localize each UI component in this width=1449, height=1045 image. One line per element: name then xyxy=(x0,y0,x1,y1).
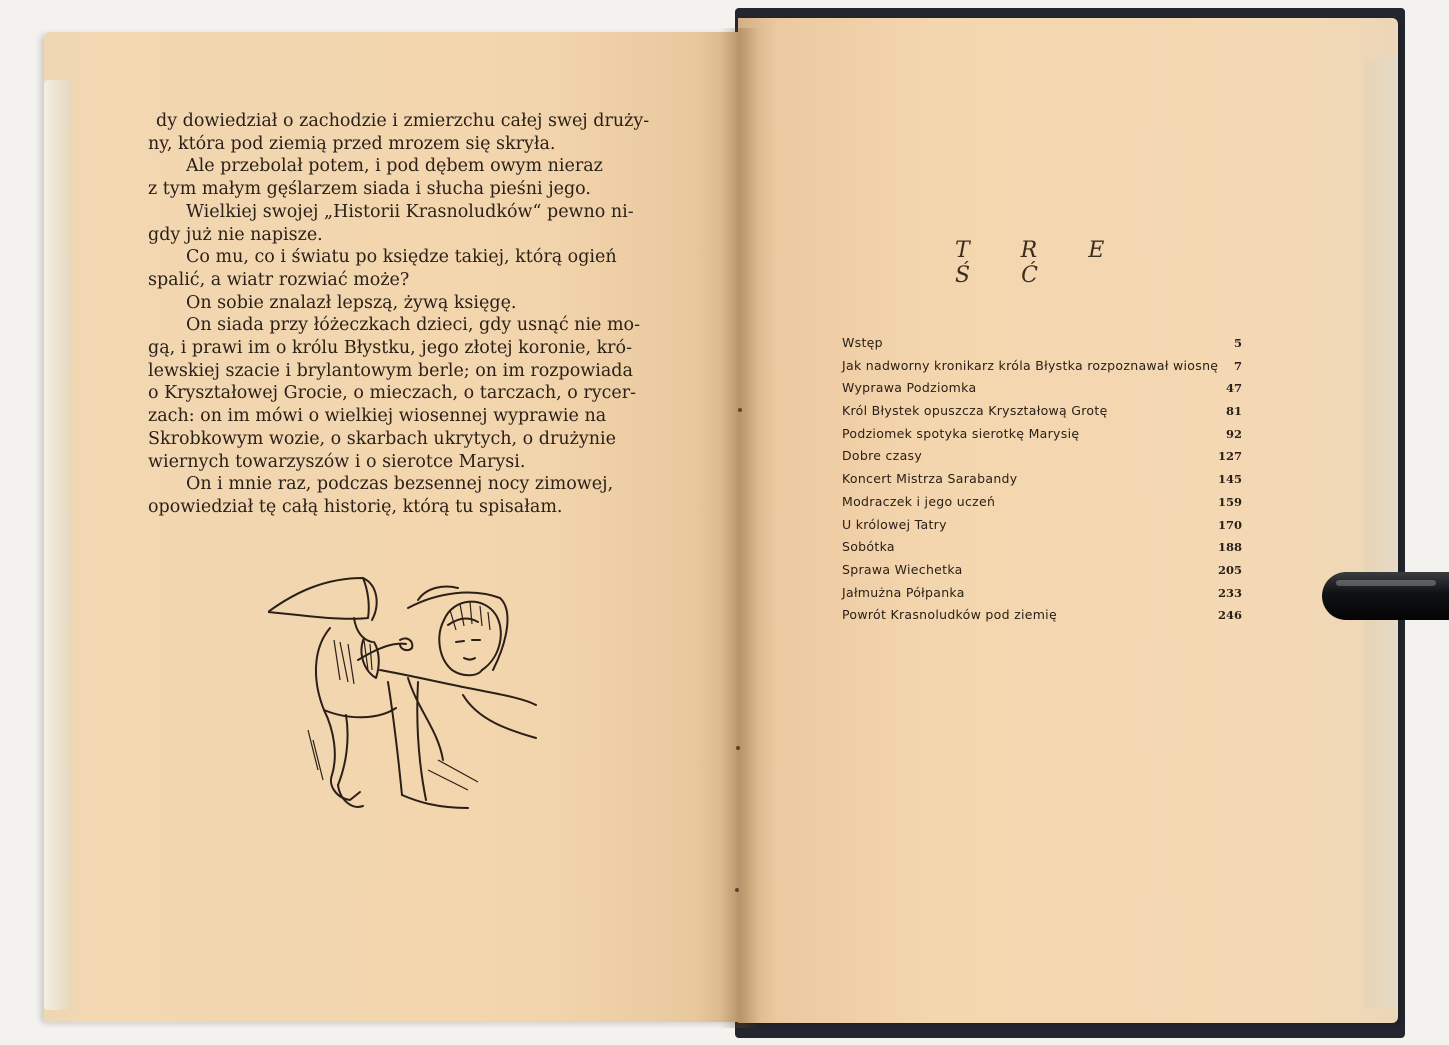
toc-entry-title: Dobre czasy xyxy=(842,448,923,464)
text-line: Ale przebolał potem, i pod dębem owym nieraz xyxy=(186,156,603,177)
binding-stitch xyxy=(735,888,739,892)
toc-entry-title: Modraczek i jego uczeń xyxy=(842,493,996,509)
toc-entry xyxy=(842,355,1242,378)
toc-entry-page: 127 xyxy=(1217,449,1242,464)
text-line: ny, która pod ziemią przed mrozem się skryła. xyxy=(148,133,556,154)
text-line: opowiedział tę całą historię, którą tu spisałam. xyxy=(148,496,563,517)
toc-entry xyxy=(842,559,1242,582)
text-line: dy dowiedział o zachodzie i zmierzchu całej swej druży- xyxy=(156,111,650,131)
toc-entry-title: Koncert Mistrza Sarabandy xyxy=(842,471,1018,487)
spine-shadow xyxy=(720,28,760,1028)
table-of-contents xyxy=(842,332,1242,627)
toc-entry-page: 233 xyxy=(1217,585,1242,600)
toc-entry-title: Podziomek spotyka sierotkę Marysię xyxy=(842,425,1080,441)
toc-entry xyxy=(842,332,1242,355)
toc-entry-title: Sprawa Wiechetka xyxy=(842,561,963,577)
toc-entry xyxy=(842,377,1242,400)
left-page-edge xyxy=(44,80,72,1010)
toc-entry-title: Jałmużna Półpanka xyxy=(842,584,965,600)
text-line: z tym małym gęślarzem siada i słucha pieśni jego. xyxy=(148,179,591,200)
toc-entry-page: 47 xyxy=(1225,381,1242,396)
toc-heading: T R E Ś Ć xyxy=(955,238,1127,288)
toc-entry xyxy=(842,400,1242,423)
toc-entry-page: 205 xyxy=(1217,562,1242,577)
toc-entry xyxy=(842,445,1242,468)
toc-entry-title: U królowej Tatry xyxy=(842,516,947,532)
toc-entry xyxy=(842,536,1242,559)
toc-entry-page: 170 xyxy=(1217,517,1242,532)
text-line: Co mu, co i światu po księdze takiej, którą ogień xyxy=(186,247,617,268)
toc-entry-page: 7 xyxy=(1233,358,1242,373)
text-line: lewskiej szacie i brylantowym berle; on im rozpowiada xyxy=(148,360,633,381)
text-line: spalić, a wiatr rozwiać może? xyxy=(148,269,410,290)
toc-entry-title: Wstęp xyxy=(842,335,883,350)
text-line: On sobie znalazł lepszą, żywą księgę. xyxy=(186,292,517,313)
toc-entry-title: Król Błystek opuszcza Kryształową Grotę xyxy=(842,403,1108,419)
text-line: On i mnie raz, podczas bezsennej nocy zimowej, xyxy=(186,474,614,495)
text-line: o Kryształowej Grocie, o mieczach, o tarczach, o rycer- xyxy=(148,383,637,404)
toc-entry-page: 145 xyxy=(1217,472,1242,487)
toc-entry xyxy=(842,468,1242,491)
toc-entry xyxy=(842,604,1242,627)
toc-entry-page: 5 xyxy=(1233,336,1242,350)
toc-entry-title: Sobótka xyxy=(842,539,895,555)
toc-entry-page: 188 xyxy=(1217,540,1242,555)
pen-highlight xyxy=(1336,580,1436,586)
binding-stitch xyxy=(736,746,740,750)
toc-entry xyxy=(842,582,1242,605)
text-line: zach: on im mówi o wielkiej wiosennej wyprawie na xyxy=(148,406,607,427)
text-line: On siada przy łóżeczkach dzieci, gdy usnąć nie mo- xyxy=(186,315,641,336)
toc-entry-page: 81 xyxy=(1225,404,1242,419)
toc-entry xyxy=(842,491,1242,514)
left-page-text xyxy=(148,110,668,519)
toc-entry xyxy=(842,423,1242,446)
binding-stitch xyxy=(738,408,742,412)
toc-entry-title: Powrót Krasnoludków pod ziemię xyxy=(842,607,1057,623)
text-line: gą, i prawi im o królu Błystku, jego złotej koronie, kró- xyxy=(148,338,632,359)
toc-entry-title: Jak nadworny kronikarz króla Błystka rozpoznawał wiosnę xyxy=(842,357,1219,373)
toc-entry-page: 159 xyxy=(1217,494,1242,509)
toc-entry-title: Wyprawa Podziomka xyxy=(842,380,977,396)
toc-entry-page: 92 xyxy=(1225,426,1242,441)
text-line: Skrobkowym wozie, o skarbach ukrytych, o drużynie xyxy=(148,428,616,449)
text-line: gdy już nie napisze. xyxy=(148,224,323,245)
text-line: wiernych towarzyszów i o sierotce Marysi. xyxy=(148,451,526,472)
right-page-edge xyxy=(1364,58,1398,1008)
toc-entry xyxy=(842,514,1242,537)
text-line: Wielkiej swojej „Historii Krasnoludków“ pewno ni- xyxy=(186,201,634,222)
gnome-and-child-illustration xyxy=(268,570,538,825)
toc-entry-page: 246 xyxy=(1217,608,1242,623)
